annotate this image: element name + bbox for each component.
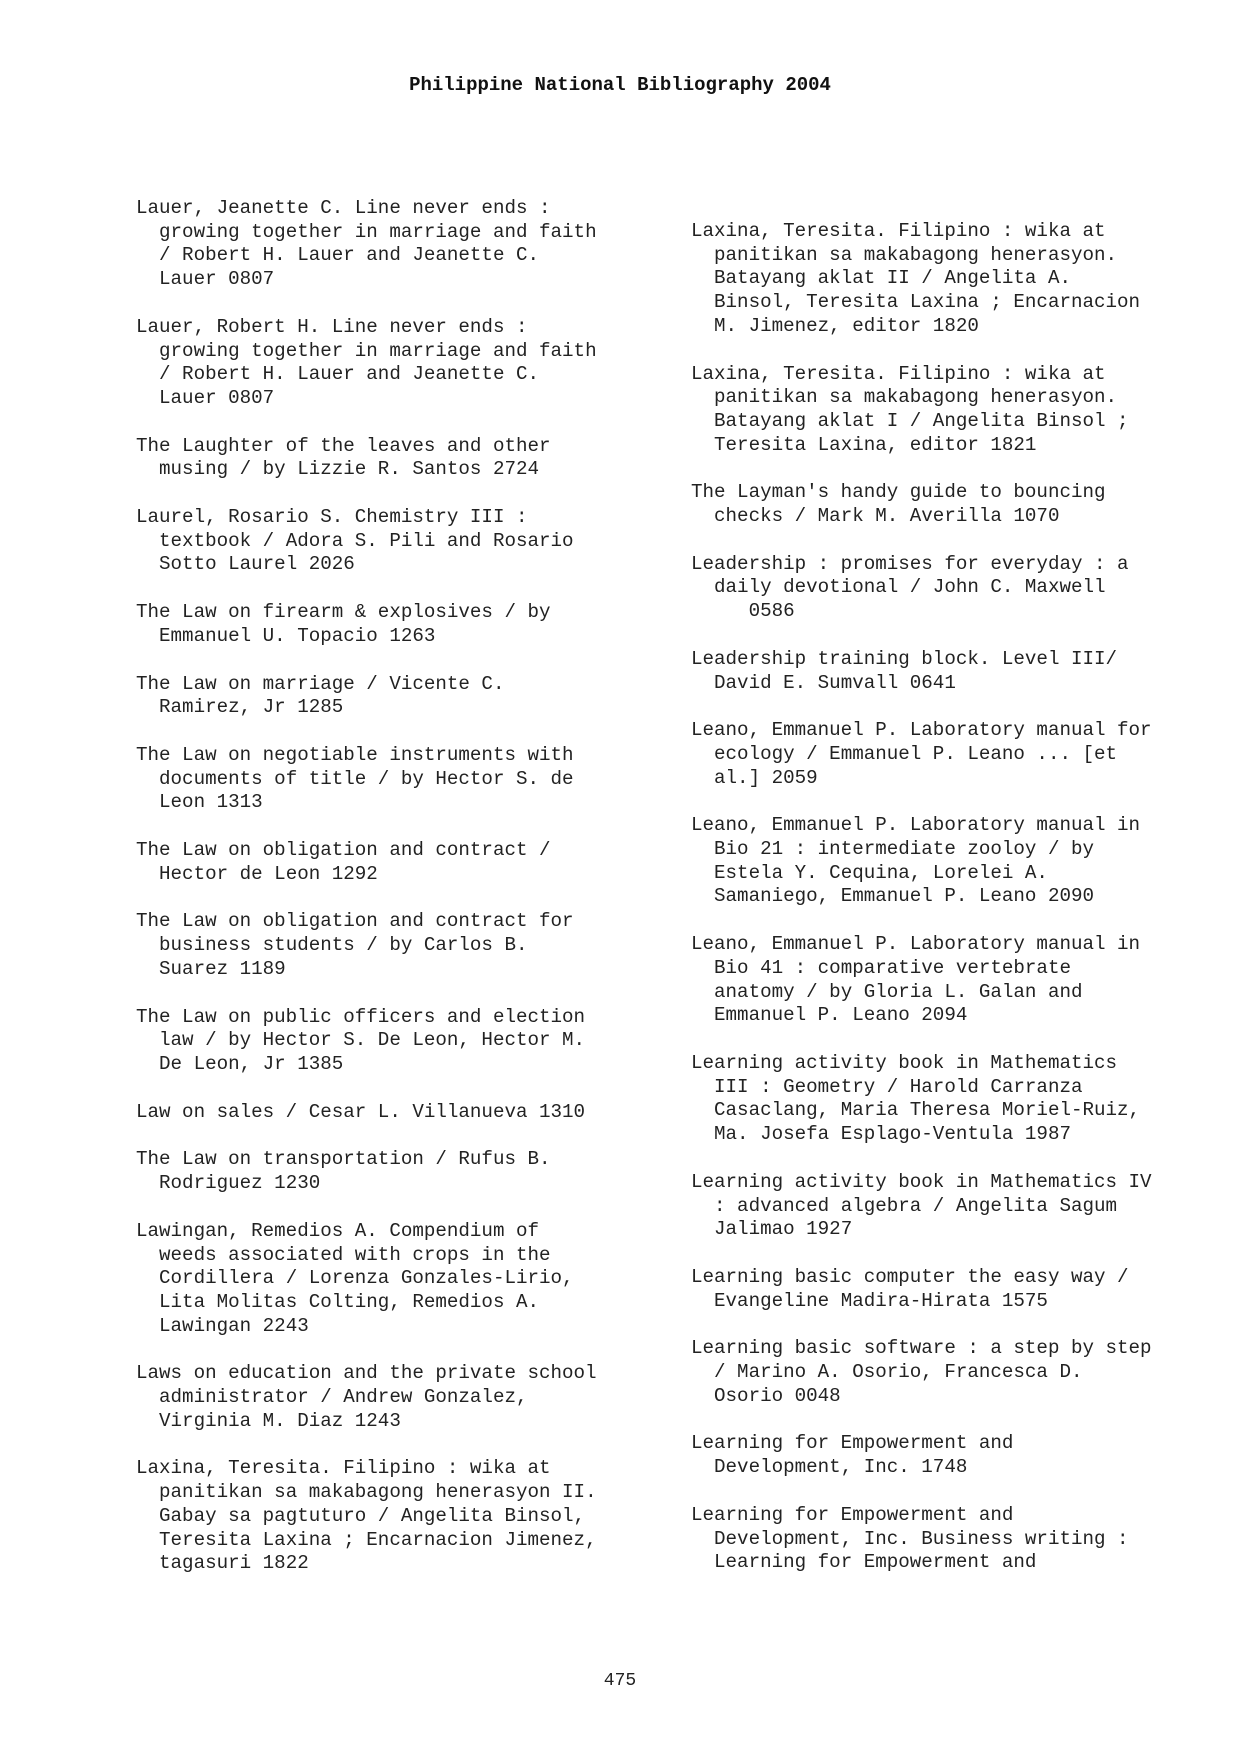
- bibliography-entry: Laurel, Rosario S. Chemistry III : textbook / Adora S. Pili and Rosario Sotto Laurel 2026: [136, 506, 574, 576]
- bibliography-column-right: [691, 220, 1221, 1599]
- bibliography-entry: Leano, Emmanuel P. Laboratory manual for ecology / Emmanuel P. Leano ... [et al.] 2059: [691, 719, 1152, 789]
- bibliography-entry: Learning basic software : a step by step / Marino A. Osorio, Francesca D. Osorio 0048: [691, 1337, 1152, 1407]
- bibliography-entry: Learning for Empowerment and Development, Inc. Business writing : Learning for Empowerment and: [691, 1503, 1129, 1574]
- bibliography-entry: The Law on firearm & explosives / by Emmanuel U. Topacio 1263: [136, 601, 551, 647]
- bibliography-entry: Laws on education and the private school administrator / Andrew Gonzalez, Virginia M. Diaz 1243: [136, 1362, 597, 1432]
- bibliography-entry: Laxina, Teresita. Filipino : wika at panitikan sa makabagong henerasyon. Batayang aklat II / Angelita A. Binsol, Teresita Laxina ; Encarnacion M. Jimenez, editor 1820: [691, 220, 1141, 337]
- bibliography-entry: The Laughter of the leaves and other musing / by Lizzie R. Santos 2724: [136, 434, 551, 481]
- bibliography-entry: The Law on obligation and contract / Hector de Leon 1292: [136, 839, 551, 885]
- bibliography-entry: Lauer, Robert H. Line never ends : growing together in marriage and faith / Robert H. Lauer and Jeanette C. Lauer 0807: [136, 315, 597, 409]
- bibliography-entry: Laxina, Teresita. Filipino : wika at panitikan sa makabagong henerasyon. Batayang aklat I / Angelita Binsol ; Teresita Laxina, editor 1821: [691, 362, 1129, 456]
- bibliography-entry: Leadership : promises for everyday : a daily devotional / John C. Maxwell 0586: [691, 552, 1129, 623]
- page-title: Philippine National Bibliography 2004: [409, 74, 831, 96]
- bibliography-column-left: [136, 197, 666, 1600]
- bibliography-entry: Leadership training block. Level III/ David E. Sumvall 0641: [691, 647, 1118, 694]
- bibliography-entry: The Law on transportation / Rufus B. Rodriguez 1230: [136, 1148, 551, 1195]
- bibliography-entry: Learning activity book in Mathematics IV : advanced algebra / Angelita Sagum Jalimao 1927: [691, 1170, 1152, 1241]
- bibliography-entry: Laxina, Teresita. Filipino : wika at panitikan sa makabagong henerasyon II. Gabay sa pagtuturo / Angelita Binsol, Teresita Laxina ; Encarnacion Jimenez, tagasuri 1822: [136, 1457, 597, 1575]
- bibliography-entry: Leano, Emmanuel P. Laboratory manual in Bio 21 : intermediate zooloy / by Estela Y. Cequina, Lorelei A. Samaniego, Emmanuel P. Leano 2090: [691, 814, 1141, 908]
- bibliography-entry: The Law on obligation and contract for business students / by Carlos B. Suarez 1189: [136, 910, 574, 980]
- bibliography-entry: The Layman's handy guide to bouncing checks / Mark M. Averilla 1070: [691, 481, 1106, 528]
- bibliography-entry: Learning for Empowerment and Development, Inc. 1748: [691, 1432, 1014, 1479]
- bibliography-entry: The Law on negotiable instruments with documents of title / by Hector S. de Leon 1313: [136, 743, 574, 814]
- bibliography-entry: The Law on public officers and election law / by Hector S. De Leon, Hector M. De Leon, Jr 1385: [136, 1005, 586, 1075]
- bibliography-entry: Learning activity book in Mathematics III : Geometry / Harold Carranza Casaclang, Maria Theresa Moriel-Ruiz, Ma. Josefa Esplago-Ventula 1987: [691, 1051, 1141, 1146]
- bibliography-entry: Law on sales / Cesar L. Villanueva 1310: [136, 1100, 586, 1123]
- bibliography-entry: Lauer, Jeanette C. Line never ends : growing together in marriage and faith / Robert H. Lauer and Jeanette C. Lauer 0807: [136, 197, 597, 291]
- bibliography-entry: The Law on marriage / Vicente C. Ramirez, Jr 1285: [136, 672, 505, 719]
- bibliography-entry: Lawingan, Remedios A. Compendium of weeds associated with crops in the Cordillera / Lorenza Gonzales-Lirio, Lita Molitas Colting, Remedios A. Lawingan 2243: [136, 1219, 574, 1337]
- bibliography-entry: Leano, Emmanuel P. Laboratory manual in Bio 41 : comparative vertebrate anatomy / by Gloria L. Galan and Emmanuel P. Leano 2094: [691, 933, 1141, 1027]
- bibliography-entry: Learning basic computer the easy way / Evangeline Madira-Hirata 1575: [691, 1265, 1129, 1312]
- page-number: 475: [603, 1671, 637, 1691]
